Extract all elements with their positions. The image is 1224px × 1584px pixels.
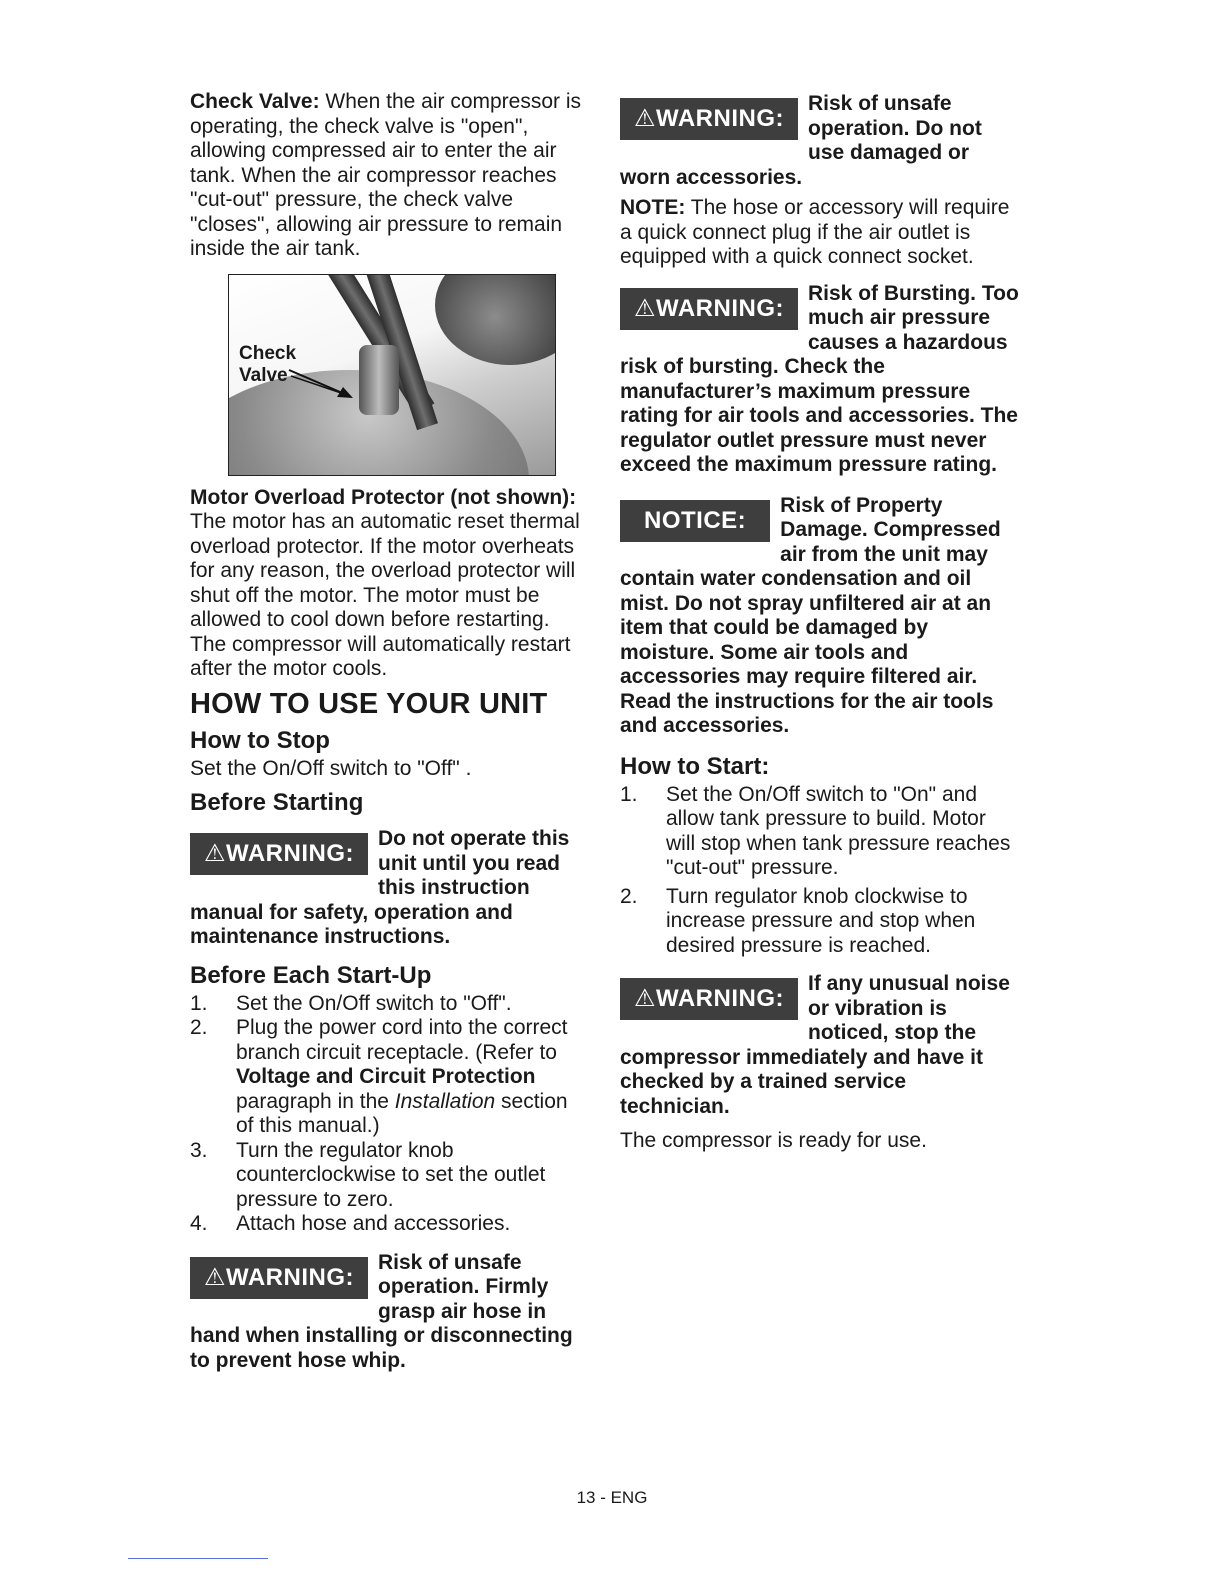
notice-badge: NOTICE:: [620, 500, 770, 542]
list-item: [190, 1212, 590, 1237]
page-number: 13 - ENG: [576, 1488, 648, 1507]
hose-warning-text: Risk of unsafe operation. Firmly grasp air hose in hand when installing or disconnecting to prevent hose whip.: [190, 1250, 573, 1372]
motor-overload-text: The motor has an automatic reset thermal overload protector. If the motor overheats for any reason, the overload protector will shut off the motor. The motor must be allowed to cool down before restarting. The compressor will automatically restart after the motor cools.: [190, 510, 580, 680]
check-valve-lead: Check Valve:: [190, 90, 320, 113]
arrow-icon: [229, 275, 555, 475]
check-valve-text: When the air compressor is operating, the check valve is "open", allowing compressed air to enter the air tank. When the air compressor reaches "cut-out" pressure, the check valve "closes", allowing air pressure to remain inside the air tank.: [190, 90, 582, 260]
property-notice-text: Risk of Property Damage. Compressed air from the unit may contain water condensation and oil mist. Do not spray unfiltered air at an item that could be damaged by moisture. Some air tools and accessories may require filtered air. Read the instructions for the air tools and accessories.: [620, 493, 1001, 737]
step-section-name: Installation: [394, 1089, 496, 1113]
bursting-warning: [620, 282, 1020, 478]
bursting-warning-text: Risk of Bursting. Too much air pressure causes a hazardous risk of bursting. Check the manufacturer’s maximum pressure rating for air tools and accessories. The regulator outlet pressure must never exceed the maximum pressure rating.: [620, 281, 1019, 476]
warning-badge: ⚠WARNING:: [190, 1257, 368, 1299]
list-item: [190, 1139, 590, 1213]
how-to-stop-heading: How to Stop: [190, 726, 330, 754]
motor-overload-paragraph: [190, 486, 590, 682]
before-starting-heading: Before Starting: [190, 789, 364, 816]
note-lead: NOTE:: [620, 196, 686, 219]
step-text: Turn the regulator knob counterclockwise to set the outlet pressure to zero.: [236, 1138, 546, 1211]
step-number: 2.: [620, 884, 638, 908]
list-item: [620, 885, 1020, 959]
accessories-warning-text: Risk of unsafe operation. Do not use damaged or worn accessories.: [620, 92, 982, 189]
section-title: HOW TO USE YOUR UNIT: [190, 687, 548, 720]
step-number: 2.: [190, 1016, 208, 1039]
step-number: 3.: [190, 1138, 208, 1162]
note-paragraph: [620, 196, 1020, 270]
check-valve-paragraph: [190, 90, 590, 262]
check-valve-figure: [228, 274, 556, 476]
step-text: section of this manual.): [236, 1089, 568, 1137]
step-text: paragraph in the: [236, 1089, 395, 1113]
hose-warning: [190, 1251, 590, 1374]
before-each-heading: Before Each Start-Up: [190, 961, 432, 989]
list-item: [620, 783, 1020, 881]
left-column: [190, 90, 590, 1379]
right-column: [620, 90, 1020, 1154]
property-notice: [620, 494, 1020, 739]
step-reference: Voltage and Circuit Protection: [236, 1065, 536, 1088]
step-text: Turn regulator knob clockwise to increase pressure and stop when desired pressure is reached.: [666, 884, 976, 957]
noise-warning-text: If any unusual noise or vibration is noticed, stop the compressor immediately and have it checked by a trained service technician.: [620, 972, 1010, 1118]
note-text: The hose or accessory will require a quick connect plug if the air outlet is equipped with a quick connect socket.: [620, 196, 1010, 268]
step-number: 4.: [190, 1212, 208, 1235]
motor-overload-lead: Motor Overload Protector (not shown):: [190, 485, 577, 509]
how-to-start-heading: How to Start:: [620, 752, 770, 780]
step-number: 1.: [620, 782, 638, 806]
before-starting-warning: [190, 827, 590, 950]
step-number: 1.: [190, 991, 208, 1015]
before-each-steps: [190, 992, 590, 1237]
noise-warning: [620, 972, 1020, 1119]
figure-label: Check Valve: [239, 342, 297, 386]
ready-text: The compressor is ready for use.: [620, 1129, 927, 1152]
how-to-stop-text: Set the On/Off switch to "Off" .: [190, 756, 472, 780]
step-text: Plug the power cord into the correct branch circuit receptacle. (Refer to: [236, 1016, 568, 1064]
list-item: [190, 992, 590, 1017]
step-text: Attach hose and accessories.: [236, 1212, 511, 1235]
warning-badge: ⚠WARNING:: [620, 978, 798, 1020]
accessories-warning: [620, 92, 1020, 190]
warning-badge: ⚠WARNING:: [620, 288, 798, 330]
list-item: [190, 1016, 590, 1139]
step-text: Set the On/Off switch to "On" and allow tank pressure to build. Motor will stop when tank pressure reaches "cut-out" pressure.: [666, 782, 1011, 879]
divider: [128, 1558, 268, 1559]
step-text: Set the On/Off switch to "Off".: [236, 991, 512, 1015]
before-starting-warning-text: Do not operate this unit until you read this instruction manual for safety, operation and maintenance instructions.: [190, 827, 570, 948]
warning-badge: ⚠WARNING:: [620, 98, 798, 140]
how-to-start-steps: [620, 783, 1020, 959]
warning-badge: ⚠WARNING:: [190, 833, 368, 875]
